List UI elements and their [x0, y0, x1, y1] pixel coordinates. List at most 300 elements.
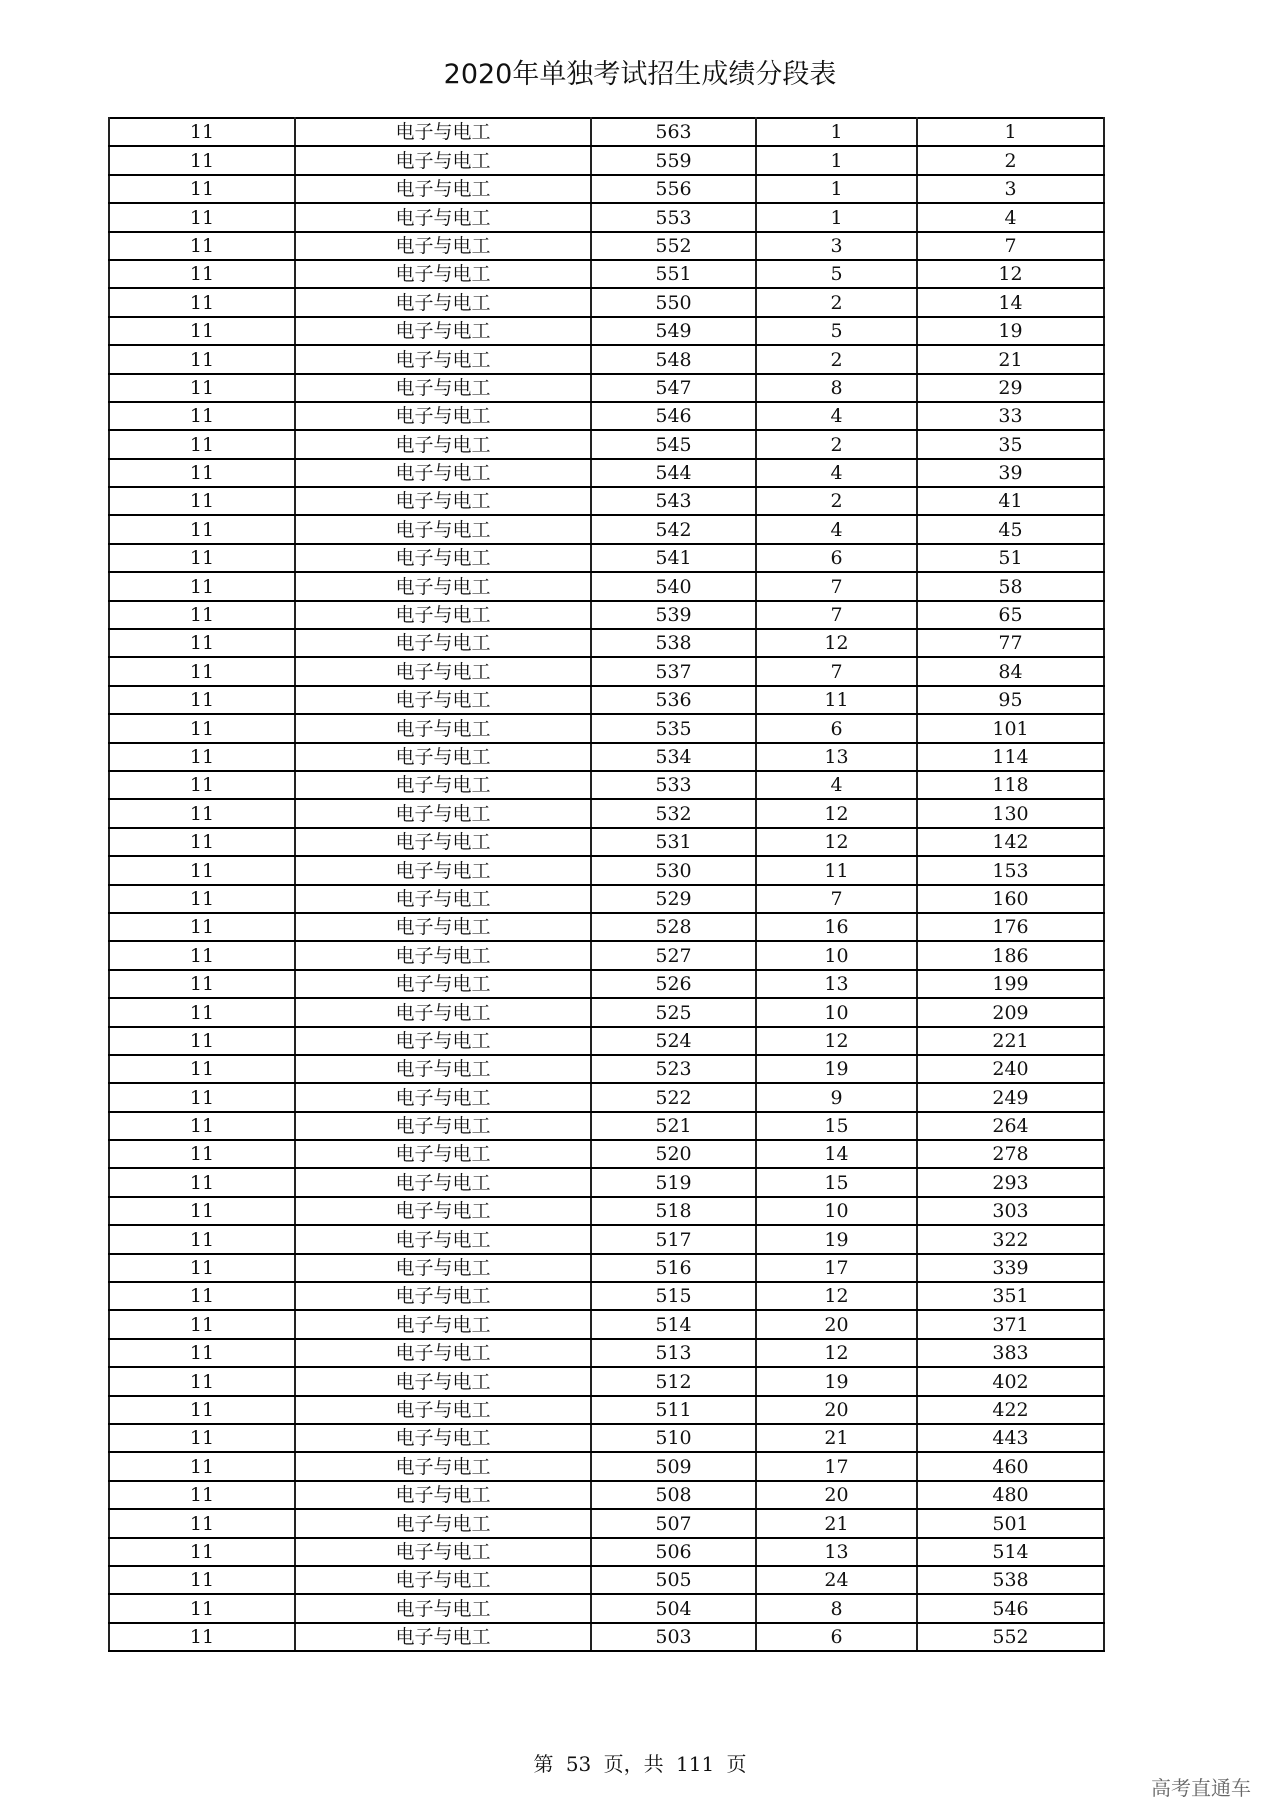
table-row: [109, 260, 1104, 288]
count-cell: 12: [756, 828, 917, 856]
category-cell: 11: [109, 913, 295, 941]
subject-cell: 电子与电工: [295, 743, 591, 771]
table-row: [109, 345, 1104, 373]
category-cell: 11: [109, 941, 295, 969]
subject-cell: 电子与电工: [295, 1254, 591, 1282]
score-cell: 521: [591, 1112, 756, 1140]
score-cell: 552: [591, 232, 756, 260]
count-cell: 1: [756, 203, 917, 231]
cumulative-cell: 443: [917, 1424, 1104, 1452]
table-row: [109, 913, 1104, 941]
cumulative-cell: 264: [917, 1112, 1104, 1140]
score-cell: 545: [591, 430, 756, 458]
cumulative-cell: 77: [917, 629, 1104, 657]
category-cell: 11: [109, 402, 295, 430]
subject-cell: 电子与电工: [295, 288, 591, 316]
category-cell: 11: [109, 288, 295, 316]
count-cell: 3: [756, 232, 917, 260]
category-cell: 11: [109, 1509, 295, 1537]
subject-cell: 电子与电工: [295, 686, 591, 714]
count-cell: 7: [756, 572, 917, 600]
table-row: [109, 885, 1104, 913]
cumulative-cell: 2: [917, 146, 1104, 174]
count-cell: 8: [756, 1594, 917, 1622]
cumulative-cell: 95: [917, 686, 1104, 714]
table-row: [109, 1197, 1104, 1225]
score-cell: 559: [591, 146, 756, 174]
score-cell: 551: [591, 260, 756, 288]
score-cell: 527: [591, 941, 756, 969]
score-cell: 503: [591, 1623, 756, 1651]
count-cell: 19: [756, 1367, 917, 1395]
cumulative-cell: 422: [917, 1396, 1104, 1424]
cumulative-cell: 460: [917, 1452, 1104, 1480]
category-cell: 11: [109, 1538, 295, 1566]
table-row: [109, 1481, 1104, 1509]
cumulative-cell: 142: [917, 828, 1104, 856]
count-cell: 14: [756, 1140, 917, 1168]
count-cell: 1: [756, 175, 917, 203]
subject-cell: 电子与电工: [295, 828, 591, 856]
cumulative-cell: 1: [917, 118, 1104, 146]
score-cell: 511: [591, 1396, 756, 1424]
table-row: [109, 1424, 1104, 1452]
score-cell: 525: [591, 998, 756, 1026]
category-cell: 11: [109, 232, 295, 260]
subject-cell: 电子与电工: [295, 1168, 591, 1196]
subject-cell: 电子与电工: [295, 232, 591, 260]
page-title: 2020年单独考试招生成绩分段表: [443, 59, 837, 90]
subject-cell: 电子与电工: [295, 1112, 591, 1140]
table-row: [109, 799, 1104, 827]
count-cell: 2: [756, 288, 917, 316]
count-cell: 6: [756, 714, 917, 742]
category-cell: 11: [109, 1339, 295, 1367]
count-cell: 7: [756, 885, 917, 913]
subject-cell: 电子与电工: [295, 1538, 591, 1566]
category-cell: 11: [109, 1027, 295, 1055]
table-row: [109, 1566, 1104, 1594]
category-cell: 11: [109, 260, 295, 288]
subject-cell: 电子与电工: [295, 345, 591, 373]
subject-cell: 电子与电工: [295, 572, 591, 600]
count-cell: 5: [756, 317, 917, 345]
subject-cell: 电子与电工: [295, 1623, 591, 1651]
subject-cell: 电子与电工: [295, 885, 591, 913]
subject-cell: 电子与电工: [295, 374, 591, 402]
category-cell: 11: [109, 1282, 295, 1310]
subject-cell: 电子与电工: [295, 629, 591, 657]
subject-cell: 电子与电工: [295, 317, 591, 345]
cumulative-cell: 51: [917, 544, 1104, 572]
score-cell: 504: [591, 1594, 756, 1622]
subject-cell: 电子与电工: [295, 1566, 591, 1594]
page-number: 第 53 页，共 111 页: [533, 1752, 747, 1776]
score-cell: 532: [591, 799, 756, 827]
table-row: [109, 487, 1104, 515]
category-cell: 11: [109, 743, 295, 771]
table-row: [109, 203, 1104, 231]
count-cell: 10: [756, 1197, 917, 1225]
cumulative-cell: 3: [917, 175, 1104, 203]
score-cell: 508: [591, 1481, 756, 1509]
score-cell: 556: [591, 175, 756, 203]
cumulative-cell: 130: [917, 799, 1104, 827]
score-cell: 516: [591, 1254, 756, 1282]
score-cell: 517: [591, 1225, 756, 1253]
table-row: [109, 1623, 1104, 1651]
table-row: [109, 1282, 1104, 1310]
category-cell: 11: [109, 515, 295, 543]
table-row: [109, 714, 1104, 742]
subject-cell: 电子与电工: [295, 118, 591, 146]
subject-cell: 电子与电工: [295, 1197, 591, 1225]
subject-cell: 电子与电工: [295, 1424, 591, 1452]
count-cell: 12: [756, 1027, 917, 1055]
category-cell: 11: [109, 203, 295, 231]
count-cell: 12: [756, 1282, 917, 1310]
score-cell: 535: [591, 714, 756, 742]
table-row: [109, 1509, 1104, 1537]
count-cell: 17: [756, 1452, 917, 1480]
category-cell: 11: [109, 1083, 295, 1111]
cumulative-cell: 160: [917, 885, 1104, 913]
score-cell: 548: [591, 345, 756, 373]
score-cell: 513: [591, 1339, 756, 1367]
subject-cell: 电子与电工: [295, 913, 591, 941]
subject-cell: 电子与电工: [295, 203, 591, 231]
count-cell: 12: [756, 1339, 917, 1367]
category-cell: 11: [109, 1481, 295, 1509]
table-row: [109, 1225, 1104, 1253]
cumulative-cell: 303: [917, 1197, 1104, 1225]
category-cell: 11: [109, 1452, 295, 1480]
count-cell: 20: [756, 1481, 917, 1509]
category-cell: 11: [109, 118, 295, 146]
cumulative-cell: 153: [917, 856, 1104, 884]
score-cell: 514: [591, 1310, 756, 1338]
category-cell: 11: [109, 1197, 295, 1225]
count-cell: 13: [756, 970, 917, 998]
cumulative-cell: 84: [917, 657, 1104, 685]
table-row: [109, 771, 1104, 799]
subject-cell: 电子与电工: [295, 998, 591, 1026]
watermark: 高考直通车: [1151, 1776, 1251, 1800]
table-row: [109, 1140, 1104, 1168]
table-row: [109, 657, 1104, 685]
category-cell: 11: [109, 1112, 295, 1140]
score-cell: 528: [591, 913, 756, 941]
table-row: [109, 1396, 1104, 1424]
subject-cell: 电子与电工: [295, 260, 591, 288]
cumulative-cell: 118: [917, 771, 1104, 799]
count-cell: 19: [756, 1225, 917, 1253]
cumulative-cell: 501: [917, 1509, 1104, 1537]
cumulative-cell: 209: [917, 998, 1104, 1026]
cumulative-cell: 21: [917, 345, 1104, 373]
table-row: [109, 572, 1104, 600]
cumulative-cell: 45: [917, 515, 1104, 543]
score-cell: 541: [591, 544, 756, 572]
category-cell: 11: [109, 175, 295, 203]
count-cell: 21: [756, 1424, 917, 1452]
table-row: [109, 146, 1104, 174]
table-row: [109, 1083, 1104, 1111]
score-cell: 530: [591, 856, 756, 884]
cumulative-cell: 546: [917, 1594, 1104, 1622]
cumulative-cell: 240: [917, 1055, 1104, 1083]
score-cell: 543: [591, 487, 756, 515]
cumulative-cell: 322: [917, 1225, 1104, 1253]
table-row: [109, 686, 1104, 714]
count-cell: 6: [756, 544, 917, 572]
count-cell: 4: [756, 515, 917, 543]
count-cell: 8: [756, 374, 917, 402]
count-cell: 20: [756, 1310, 917, 1338]
score-cell: 520: [591, 1140, 756, 1168]
subject-cell: 电子与电工: [295, 1083, 591, 1111]
subject-cell: 电子与电工: [295, 799, 591, 827]
category-cell: 11: [109, 374, 295, 402]
count-cell: 9: [756, 1083, 917, 1111]
subject-cell: 电子与电工: [295, 544, 591, 572]
subject-cell: 电子与电工: [295, 175, 591, 203]
subject-cell: 电子与电工: [295, 970, 591, 998]
count-cell: 12: [756, 629, 917, 657]
count-cell: 10: [756, 941, 917, 969]
table-row: [109, 1254, 1104, 1282]
table-row: [109, 1112, 1104, 1140]
category-cell: 11: [109, 1225, 295, 1253]
count-cell: 16: [756, 913, 917, 941]
cumulative-cell: 101: [917, 714, 1104, 742]
score-cell: 538: [591, 629, 756, 657]
cumulative-cell: 176: [917, 913, 1104, 941]
cumulative-cell: 538: [917, 1566, 1104, 1594]
subject-cell: 电子与电工: [295, 856, 591, 884]
table-row: [109, 743, 1104, 771]
cumulative-cell: 14: [917, 288, 1104, 316]
subject-cell: 电子与电工: [295, 1367, 591, 1395]
cumulative-cell: 552: [917, 1623, 1104, 1651]
category-cell: 11: [109, 1424, 295, 1452]
count-cell: 7: [756, 601, 917, 629]
subject-cell: 电子与电工: [295, 1481, 591, 1509]
category-cell: 11: [109, 998, 295, 1026]
table-row: [109, 1538, 1104, 1566]
subject-cell: 电子与电工: [295, 1594, 591, 1622]
table-row: [109, 970, 1104, 998]
table-row: [109, 175, 1104, 203]
subject-cell: 电子与电工: [295, 1282, 591, 1310]
subject-cell: 电子与电工: [295, 459, 591, 487]
score-cell: 519: [591, 1168, 756, 1196]
subject-cell: 电子与电工: [295, 1225, 591, 1253]
count-cell: 20: [756, 1396, 917, 1424]
category-cell: 11: [109, 1140, 295, 1168]
category-cell: 11: [109, 487, 295, 515]
table-row: [109, 1339, 1104, 1367]
table-row: [109, 1055, 1104, 1083]
subject-cell: 电子与电工: [295, 146, 591, 174]
table-row: [109, 288, 1104, 316]
score-cell: 542: [591, 515, 756, 543]
category-cell: 11: [109, 1594, 295, 1622]
category-cell: 11: [109, 601, 295, 629]
table-row: [109, 374, 1104, 402]
score-cell: 540: [591, 572, 756, 600]
cumulative-cell: 278: [917, 1140, 1104, 1168]
cumulative-cell: 339: [917, 1254, 1104, 1282]
count-cell: 10: [756, 998, 917, 1026]
category-cell: 11: [109, 970, 295, 998]
cumulative-cell: 186: [917, 941, 1104, 969]
category-cell: 11: [109, 629, 295, 657]
table-row: [109, 941, 1104, 969]
score-cell: 522: [591, 1083, 756, 1111]
score-table-body: [109, 118, 1104, 1651]
subject-cell: 电子与电工: [295, 1339, 591, 1367]
subject-cell: 电子与电工: [295, 941, 591, 969]
table-row: [109, 317, 1104, 345]
score-cell: 550: [591, 288, 756, 316]
category-cell: 11: [109, 1367, 295, 1395]
subject-cell: 电子与电工: [295, 1509, 591, 1537]
table-row: [109, 1310, 1104, 1338]
score-cell: 531: [591, 828, 756, 856]
cumulative-cell: 114: [917, 743, 1104, 771]
table-row: [109, 856, 1104, 884]
subject-cell: 电子与电工: [295, 515, 591, 543]
cumulative-cell: 199: [917, 970, 1104, 998]
cumulative-cell: 249: [917, 1083, 1104, 1111]
table-row: [109, 1452, 1104, 1480]
subject-cell: 电子与电工: [295, 1396, 591, 1424]
category-cell: 11: [109, 885, 295, 913]
cumulative-cell: 58: [917, 572, 1104, 600]
category-cell: 11: [109, 686, 295, 714]
score-cell: 547: [591, 374, 756, 402]
count-cell: 11: [756, 686, 917, 714]
category-cell: 11: [109, 856, 295, 884]
table-row: [109, 459, 1104, 487]
count-cell: 1: [756, 146, 917, 174]
cumulative-cell: 41: [917, 487, 1104, 515]
score-cell: 537: [591, 657, 756, 685]
table-row: [109, 828, 1104, 856]
subject-cell: 电子与电工: [295, 771, 591, 799]
subject-cell: 电子与电工: [295, 1027, 591, 1055]
score-cell: 534: [591, 743, 756, 771]
category-cell: 11: [109, 1566, 295, 1594]
cumulative-cell: 514: [917, 1538, 1104, 1566]
score-cell: 539: [591, 601, 756, 629]
score-cell: 523: [591, 1055, 756, 1083]
subject-cell: 电子与电工: [295, 1452, 591, 1480]
count-cell: 24: [756, 1566, 917, 1594]
score-cell: 553: [591, 203, 756, 231]
cumulative-cell: 7: [917, 232, 1104, 260]
category-cell: 11: [109, 1055, 295, 1083]
cumulative-cell: 371: [917, 1310, 1104, 1338]
table-row: [109, 232, 1104, 260]
subject-cell: 电子与电工: [295, 657, 591, 685]
category-cell: 11: [109, 799, 295, 827]
count-cell: 21: [756, 1509, 917, 1537]
table-row: [109, 1168, 1104, 1196]
category-cell: 11: [109, 317, 295, 345]
score-cell: 533: [591, 771, 756, 799]
score-cell: 544: [591, 459, 756, 487]
score-cell: 515: [591, 1282, 756, 1310]
category-cell: 11: [109, 572, 295, 600]
cumulative-cell: 12: [917, 260, 1104, 288]
table-row: [109, 601, 1104, 629]
table-row: [109, 1027, 1104, 1055]
cumulative-cell: 33: [917, 402, 1104, 430]
score-cell: 512: [591, 1367, 756, 1395]
count-cell: 15: [756, 1168, 917, 1196]
table-row: [109, 1367, 1104, 1395]
score-cell: 506: [591, 1538, 756, 1566]
score-cell: 518: [591, 1197, 756, 1225]
score-cell: 509: [591, 1452, 756, 1480]
score-cell: 524: [591, 1027, 756, 1055]
category-cell: 11: [109, 459, 295, 487]
cumulative-cell: 35: [917, 430, 1104, 458]
score-cell: 505: [591, 1566, 756, 1594]
score-cell: 529: [591, 885, 756, 913]
cumulative-cell: 293: [917, 1168, 1104, 1196]
count-cell: 4: [756, 459, 917, 487]
cumulative-cell: 383: [917, 1339, 1104, 1367]
score-cell: 507: [591, 1509, 756, 1537]
subject-cell: 电子与电工: [295, 1140, 591, 1168]
count-cell: 2: [756, 345, 917, 373]
category-cell: 11: [109, 1310, 295, 1338]
table-row: [109, 118, 1104, 146]
table-row: [109, 1594, 1104, 1622]
subject-cell: 电子与电工: [295, 402, 591, 430]
subject-cell: 电子与电工: [295, 714, 591, 742]
category-cell: 11: [109, 1254, 295, 1282]
subject-cell: 电子与电工: [295, 601, 591, 629]
count-cell: 2: [756, 487, 917, 515]
count-cell: 1: [756, 118, 917, 146]
category-cell: 11: [109, 1168, 295, 1196]
cumulative-cell: 19: [917, 317, 1104, 345]
count-cell: 5: [756, 260, 917, 288]
subject-cell: 电子与电工: [295, 430, 591, 458]
category-cell: 11: [109, 345, 295, 373]
cumulative-cell: 39: [917, 459, 1104, 487]
table-row: [109, 998, 1104, 1026]
cumulative-cell: 29: [917, 374, 1104, 402]
score-cell: 549: [591, 317, 756, 345]
count-cell: 19: [756, 1055, 917, 1083]
subject-cell: 电子与电工: [295, 1055, 591, 1083]
subject-cell: 电子与电工: [295, 1310, 591, 1338]
cumulative-cell: 351: [917, 1282, 1104, 1310]
category-cell: 11: [109, 1396, 295, 1424]
cumulative-cell: 4: [917, 203, 1104, 231]
table-row: [109, 515, 1104, 543]
score-cell: 526: [591, 970, 756, 998]
cumulative-cell: 402: [917, 1367, 1104, 1395]
count-cell: 11: [756, 856, 917, 884]
score-cell: 510: [591, 1424, 756, 1452]
category-cell: 11: [109, 430, 295, 458]
